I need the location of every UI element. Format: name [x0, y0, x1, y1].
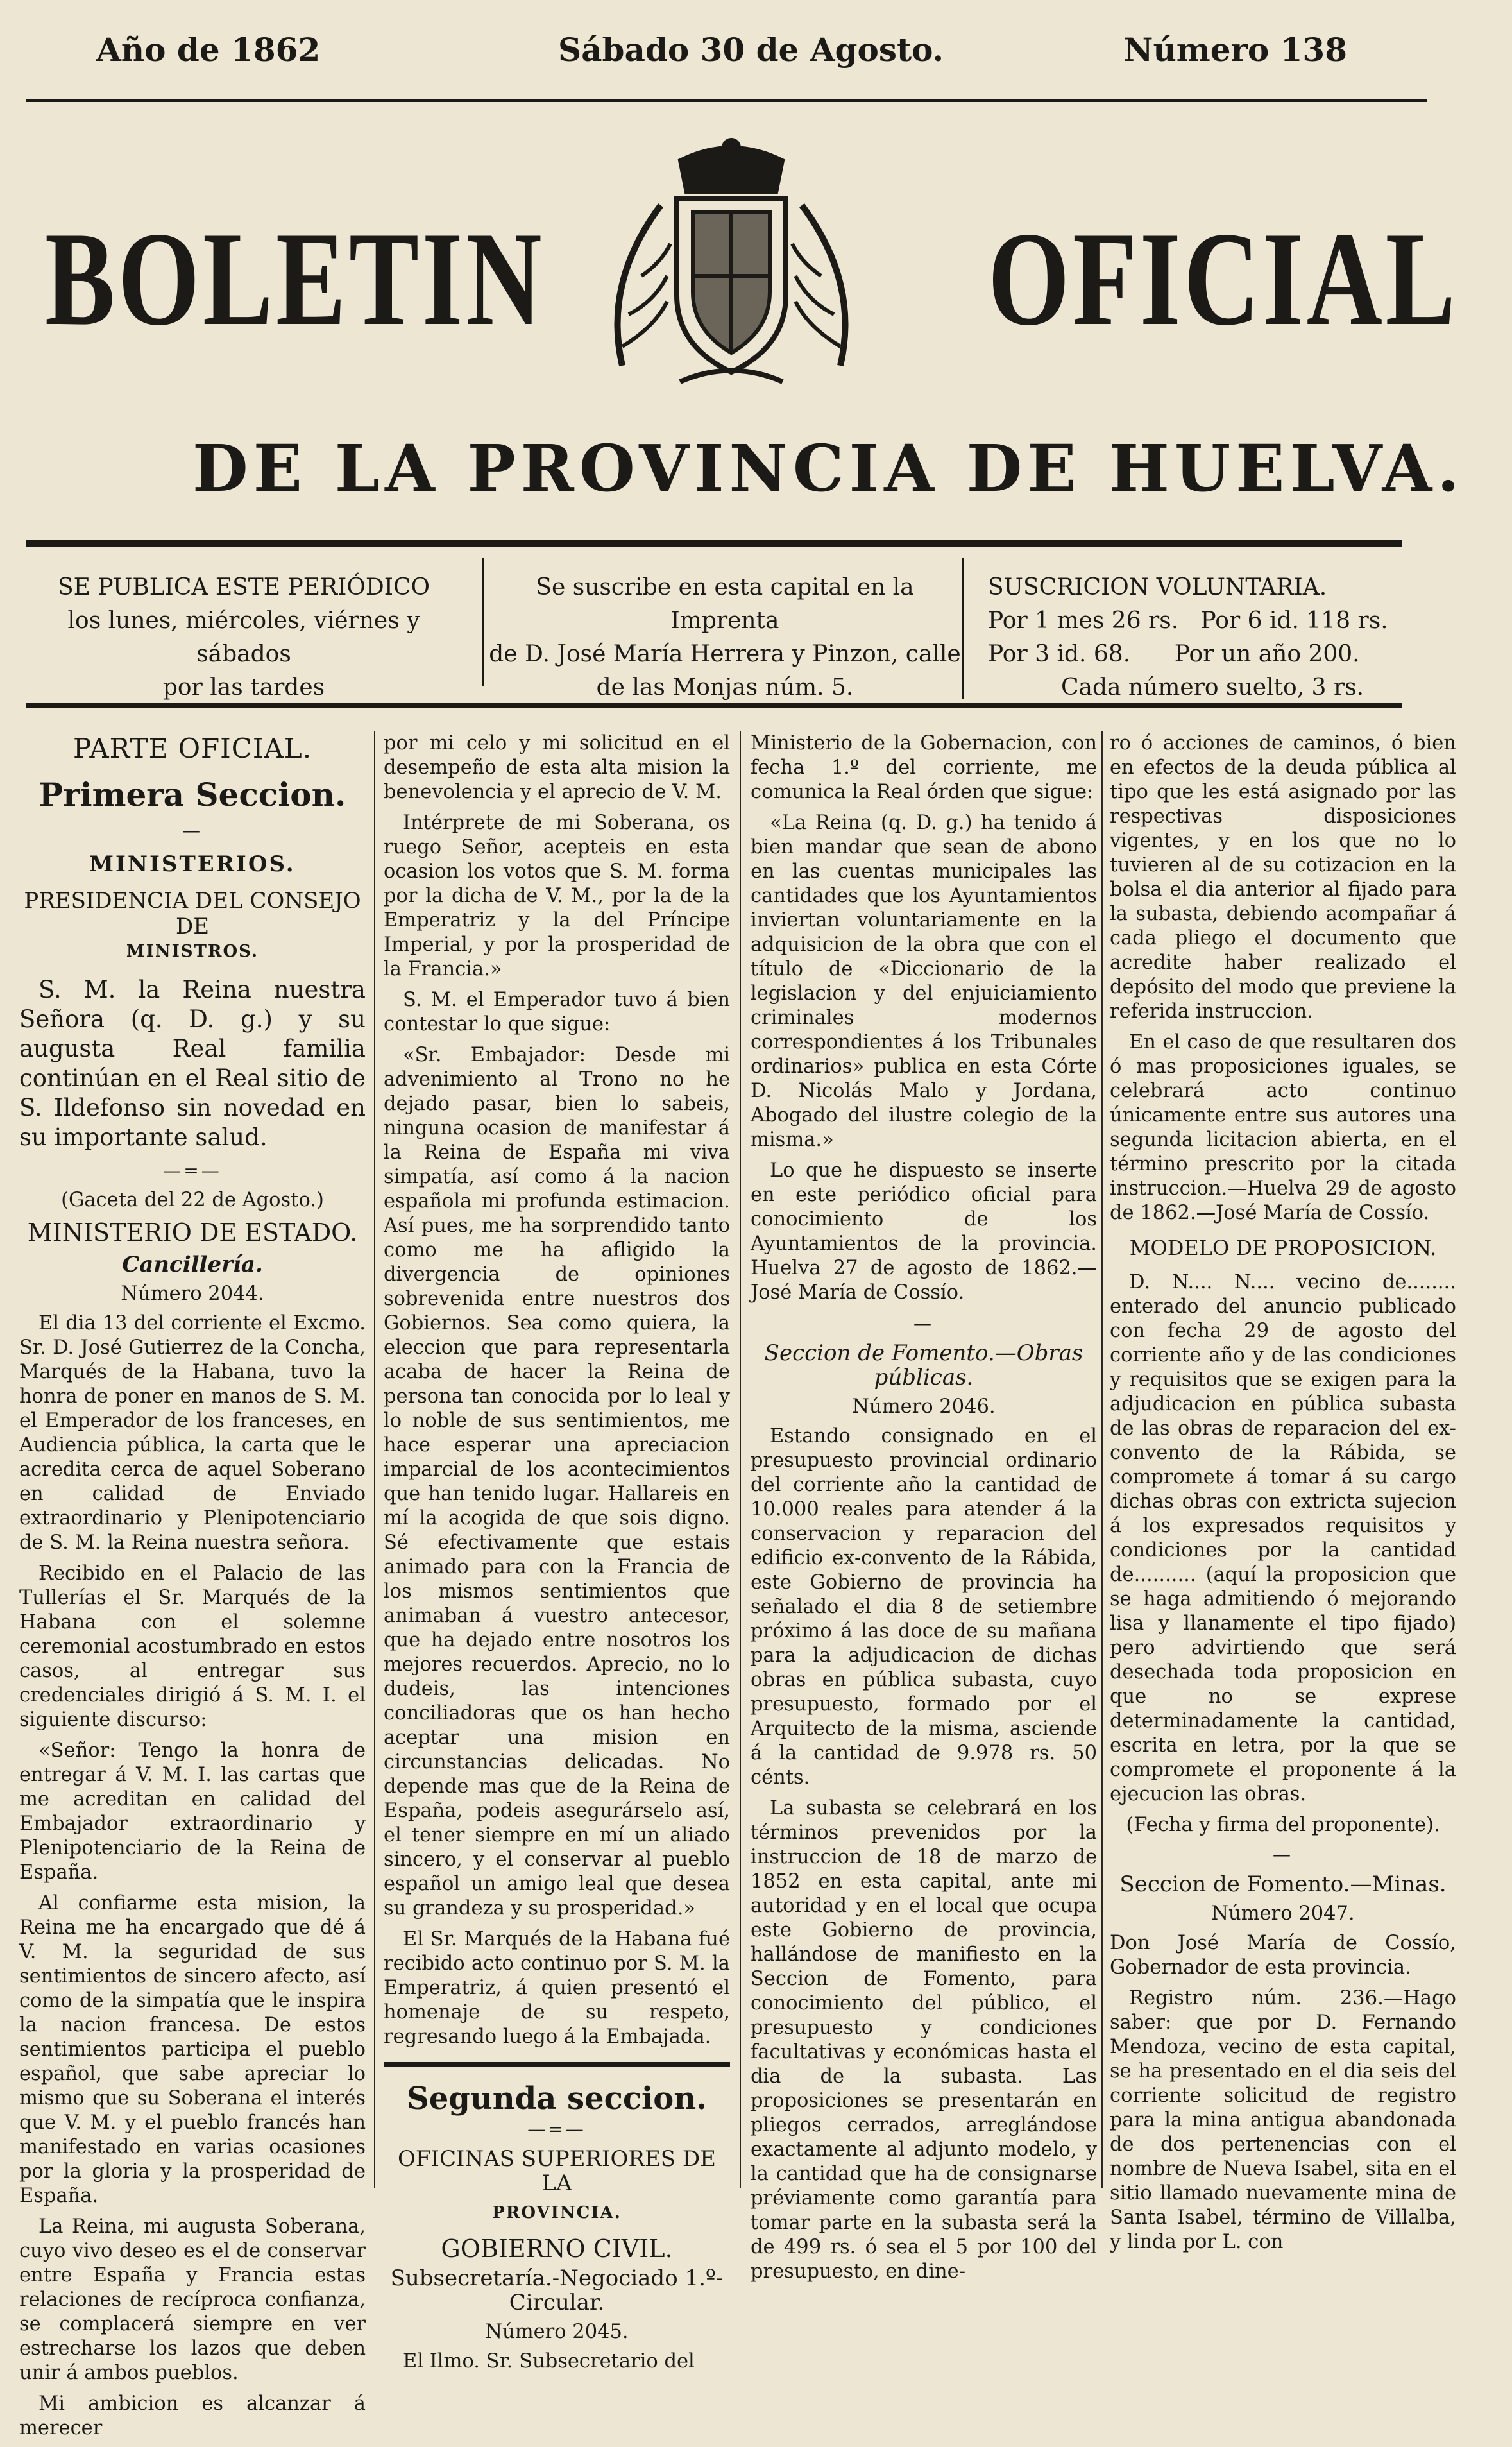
article-paragraph: Ministerio de la Gobernacion, con fecha 1.º del corriente, me comunica la Real órden que sigue:: [751, 732, 1097, 803]
section-heading: PRESIDENCIA DEL CONSEJO DE: [24, 888, 361, 939]
column-3: [751, 731, 1097, 2290]
price-line: Por 3 id. 68. Por un año 200.: [988, 641, 1360, 667]
subscription-line: de las Monjas núm. 5.: [596, 674, 854, 701]
divider-ornament: —: [913, 1313, 934, 1334]
item-number: Número 2045.: [485, 2321, 629, 2343]
section-heading: MODELO DE PROPOSICION.: [1129, 1236, 1437, 1260]
subscription-line: Se suscribe en esta capital en la Imprenta: [536, 574, 914, 634]
column-divider: [740, 731, 741, 2188]
article-paragraph: Mi ambicion es alcanzar á merecer: [19, 2392, 366, 2439]
info-divider: [482, 558, 484, 686]
section-heading: Seccion de Fomento.—Obras públicas.: [764, 1340, 1083, 1390]
article-paragraph: S. M. la Reina nuestra Señora (q. D. g.) y su augusta Real familia continúan en el Real sitio de S. Ildefonso sin novedad en su importante salud.: [19, 976, 366, 1151]
date-line: [96, 31, 1347, 69]
article-paragraph: Don José María de Cossío, Gobernador de esta provincia.: [1110, 1932, 1456, 1979]
subscription-prices: [975, 571, 1437, 704]
masthead-title-right: OFICIAL: [988, 205, 1459, 354]
section-heading: OFICINAS SUPERIORES DE LA: [398, 2146, 716, 2196]
subsection-heading: Subsecretaría.-Negociado 1.º-Circular.: [390, 2265, 724, 2315]
coat-of-arms-icon: [565, 135, 898, 391]
item-number: Número 2044.: [121, 1283, 264, 1305]
section-heading: Segunda seccion.: [407, 2081, 707, 2117]
top-rule: [26, 99, 1427, 102]
price-line: Cada número suelto, 3 rs.: [1060, 674, 1364, 701]
columns-top-rule: [26, 703, 1402, 708]
subscription-line: de D. José María Herrera y Pinzon, calle: [489, 641, 961, 667]
section-heading: MINISTERIOS.: [89, 851, 296, 877]
section-heading: Seccion de Fomento.—Minas.: [1119, 1871, 1447, 1897]
article-paragraph: «Señor: Tengo la honra de entregar á V. M. I. las cartas que me acreditan en calidad del Embajador extraordinario y Plenipotenciario de la Reina de España.: [19, 1739, 366, 1884]
divider-ornament: —: [182, 820, 203, 841]
section-heading: PROVINCIA.: [492, 2203, 622, 2222]
article-paragraph: El Sr. Marqués de la Habana fué recibido acto continuo por S. M. la Emperatriz, á quien presentó el homenaje de su respeto, regresando luego á la Embajada.: [384, 1928, 730, 2048]
publication-line: por las tardes: [162, 674, 325, 701]
issue-date: Sábado 30 de Agosto.: [558, 31, 944, 69]
column-divider: [374, 731, 375, 2188]
item-number: Número 2047.: [1211, 1902, 1355, 1925]
article-paragraph: La subasta se celebrará en los términos prevenidos por la instruccion de 18 de marzo de 1852 en esta capital, ante mi autoridad y en el local que ocupa este Gobierno de provincia, hallándose de manifiesto en la Seccion de Fomento, para conocimiento del público, el presupuesto y condiciones facultativas y económicas hasta el dia de la subasta. Las proposiciones se presentarán en pliegos cerrados, arreglándose exactamente al adjunto modelo, y la cantidad que ha de consignarse préviamente como garantía para tomar parte en la subasta será la de 499 rs. ó sea el 5 por 100 del presupuesto, en dine-: [751, 1797, 1097, 2283]
section-heading: MINISTERIO DE ESTADO.: [27, 1218, 358, 1247]
section-heading: MINISTROS.: [126, 942, 259, 961]
signature-note: (Fecha y firma del proponente).: [1126, 1814, 1440, 1836]
divider-ornament: —: [1273, 1844, 1293, 1865]
column-2: [384, 731, 730, 2380]
divider-ornament: —=—: [163, 1160, 222, 1181]
article-paragraph: Recibido en el Palacio de las Tullerías el Sr. Marqués de la Habana con el solemne ceremonial acostumbrado en estos casos, al entregar sus credenciales dirigió á S. M. I. el siguiente discurso:: [19, 1562, 366, 1731]
article-paragraph: Al confiarme esta mision, la Reina me ha encargado que dé á V. M. la seguridad de sus sentimientos de sincero afecto, así como de la simpatía que le inspira la nacion francesa. De estos sentimientos participa el pueblo español, que sabe apreciar lo mismo que su Soberana el interés que V. M. y el pueblo francés han manifestado en varias ocasiones por la gloria y la prosperidad de España.: [19, 1892, 366, 2207]
article-paragraph: Estando consignado en el presupuesto provincial ordinario del corriente año la cantidad de 10.000 reales para atender á la conservacion y reparacion del edificio ex-convento de la Rábida, este Gobierno de provincia ha señalado el dia 8 de setiembre próximo á las doce de su mañana para la adjudicacion de dichas obras en pública subasta, cuyo presupuesto, formado por el Arquitecto de la misma, asciende á la cantidad de 9.978 rs. 50 cénts.: [751, 1425, 1097, 1789]
subsection-heading: Cancillería.: [122, 1252, 263, 1277]
article-paragraph: La Reina, mi augusta Soberana, cuyo vivo deseo es el de conservar entre España y Francia estas relaciones de recíproca confianza, se complacerá siempre en ver estrecharse los lazos que deben unir á ambos pueblos.: [19, 2215, 366, 2384]
article-paragraph: por mi celo y mi solicitud en el desempeño de esta alta mision la benevolencia y el aprecio de V. M.: [384, 732, 730, 803]
masthead-subtitle: DE LA PROVINCIA DE HUELVA.: [192, 431, 1465, 506]
article-paragraph: Intérprete de mi Soberana, os ruego Señor, acepteis en esta ocasion los votos que S. M. forma por la dicha de V. M., por la de la Emperatriz y la del Príncipe Imperial, y por la prosperidad de la Francia.»: [384, 812, 730, 980]
divider-ornament: —=—: [527, 2119, 586, 2140]
item-number: Número 2046.: [852, 1395, 996, 1418]
article-paragraph: En el caso de que resultaren dos ó mas proposiciones iguales, se celebrará acto continuo únicamente entre sus autores una segunda licitacion abierta, en el término prescrito por la citada instruccion.—Huelva 29 de agosto de 1862.—José María de Cossío.: [1110, 1031, 1456, 1224]
publication-line: SE PUBLICA ESTE PERIÓDICO: [57, 574, 430, 601]
publication-line: los lunes, miércoles, viérnes y sábados: [67, 608, 420, 667]
article-paragraph: ro ó acciones de caminos, ó bien en efectos de la deuda pública al tipo que les está asignado por las respectivas disposiciones vigentes, y en los que no lo tuvieren al de su cotizacion en la bolsa el dia anterior al fijado para la subasta, debiendo acompañar á cada pliego el documento que acredite haber realizado el depósito del modo que previene la referida instruccion.: [1110, 732, 1456, 1023]
section-heading: Primera Seccion.: [38, 776, 346, 814]
article-paragraph: «La Reina (q. D. g.) ha tenido á bien mandar que sean de abono en las cuentas municipales las cantidades que los Ayuntamientos inviertan voluntariamente en la adquisicion de la obra que con el título de «Diccionario de la legislacion y del enjuiciamiento criminales modernos correspondientes á los Tribunales ordinarios» publica en esta Córte D. Nicolás Malo y Jordana, Abogado del ilustre colegio de la misma.»: [751, 812, 1097, 1151]
price-line: Por 1 mes 26 rs. Por 6 id. 118 rs.: [988, 608, 1388, 634]
source-note: (Gaceta del 22 de Agosto.): [61, 1189, 324, 1211]
price-heading: SUSCRICION VOLUNTARIA.: [988, 574, 1327, 601]
subscription-place: [488, 571, 962, 704]
issue-number: Número 138: [1123, 31, 1347, 69]
section-heading: GOBIERNO CIVIL.: [441, 2235, 673, 2263]
article-paragraph: Lo que he dispuesto se inserte en este periódico oficial para conocimiento de los Ayuntamientos de la provincia. Huelva 27 de agosto de 1862.—José María de Cossío.: [751, 1159, 1097, 1304]
article-paragraph: S. M. el Emperador tuvo á bien contestar lo que sigue:: [384, 989, 730, 1036]
section-heading: PARTE OFICIAL.: [72, 733, 312, 764]
info-divider: [962, 558, 964, 699]
column-4: [1110, 731, 1456, 2261]
article-paragraph: «Sr. Embajador: Desde mi advenimiento al Trono no he dejado pasar, bien lo sabeis, ninguna ocasion de manifestar á la Reina de España mi viva simpatía, así como á la nacion española mi profunda estimacion. Así pues, me ha sorprendido tanto como me ha afligido la divergencia de opiniones sobrevenida entre nuestros dos Gobiernos. Sea como quiera, la eleccion que para representarla acaba de hacer la Reina de persona tan conocida por lo leal y lo noble de sus sentimientos, me hace esperar una apreciacion imparcial de los acontecimientos que han tenido lugar. Hallareis en mí la acogida de que sois digno. Sé efectivamente que estais animado para con la Francia de los mismos sentimientos que animaban á vuestro antecesor, que ha dejado entre nosotros los mejores recuerdos. Aprecio, no lo dudeis, las intenciones conciliadoras que os han hecho aceptar una mision en circunstancias delicadas. No depende mas que de la Reina de España, podeis asegurárselo así, el tener siempre en mí un aliado sincero, y el conservar al pueblo español un amigo leal que desea su grandeza y su prosperidad.»: [384, 1044, 730, 1920]
article-paragraph: D. N.... N.... vecino de........ enterado del anuncio publicado con fecha 29 de agosto del corriente año y de las condiciones y requisitos que se exigen para la adjudicacion en pública subasta de las obras de reparacion del ex-convento de la Rábida, se compromete á tomar á su cargo dichas obras con extricta sujecion á los expresados requisitos y condiciones por la cantidad de.......... (aquí la proposicion que se haga admitiendo ó mejorando lisa y llanamente el tipo fijado) pero advirtiendo que será desechada toda proposicion en que no se exprese determinadamente la cantidad, escrita en letra, por la que se compromete el proponente á la ejecucion las obras.: [1110, 1271, 1456, 1805]
masthead-title-left: BOLETIN: [45, 205, 545, 354]
masthead-rule: [26, 540, 1402, 547]
article-paragraph: Registro núm. 236.—Hago saber: que por D. Fernando Mendoza, vecino de esta capital, se ha presentado en el dia seis del corriente solicitud de registro para la mina antigua abandonada de dos pertenencias con el nombre de Nueva Isabel, sita en el sitio llamado nuevamente mina de Santa Isabel, término de Villalba, y linda por L. con: [1110, 1987, 1456, 2253]
article-paragraph: El Ilmo. Sr. Subsecretario del: [403, 2350, 695, 2373]
publication-schedule: [19, 571, 468, 704]
year-label: Año de 1862: [96, 31, 321, 69]
section-rule: [384, 2062, 730, 2067]
article-paragraph: El dia 13 del corriente el Excmo. Sr. D. José Gutierrez de la Concha, Marqués de la Habana, tuvo la honra de poner en manos de S. M. el Emperador de los franceses, en Audiencia pública, la carta que le acredita cerca de aquel Soberano en calidad de Enviado extraordinario y Plenipotenciario de S. M. la Reina nuestra señora.: [19, 1312, 366, 1554]
column-divider: [1101, 731, 1103, 2188]
